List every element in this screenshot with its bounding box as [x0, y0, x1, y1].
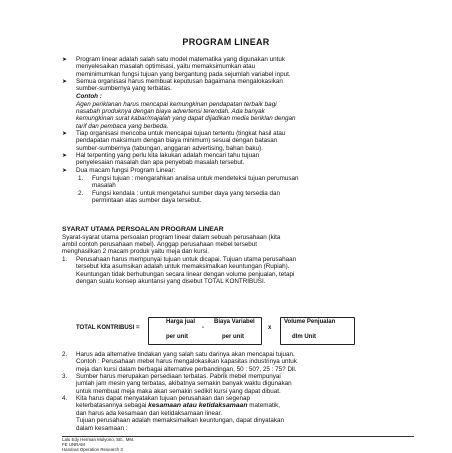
text-span: keterbatasannya sebagai	[76, 402, 149, 410]
text-line: tarif dan pembaca yang berbeda.	[76, 122, 169, 130]
text-line: tersebut kita asumsikan adalah untuk memaksimalkan keuntungan (Rupiah).	[76, 263, 290, 271]
formula-biaya-variabel: Biaya Variabel	[214, 319, 255, 325]
more-bullet-3: Dua macam fungsi Program Linear:	[76, 167, 176, 174]
function-item-2	[92, 190, 280, 205]
function-item-1	[92, 175, 299, 190]
text-line: Keuntungan tidak berhubungan secara linear dengan volume penjualan, tetapi	[76, 270, 295, 278]
text-line: Syarat-syarat utama persoalan program linear dalam sebuah perusahaan (kita	[62, 233, 281, 241]
requirement-1	[76, 256, 296, 286]
text-line: dan harus ada kesamaan dan ketidaksamaan linear.	[76, 409, 222, 417]
text-line: Hal terpenting yang perlu kita lakukan adalah mencari tahu tujuan	[76, 152, 260, 159]
text-line: Fungsi tujuan : mengarahkan analisa untuk mendeteksi tujuan perumusan	[92, 174, 299, 182]
section-intro	[62, 234, 280, 256]
text-line: Sumber harus merupakan persediaan terbatas. Pabrik mebel mempunyai	[76, 373, 281, 380]
emphasis-text: kesamaan atau ketidaksamaan	[148, 402, 248, 410]
bullet-arrow-icon: ➤	[62, 79, 68, 85]
text-line: untuk membuat meja maka akan semakin sedikit kursi yang dapat dibuat.	[76, 387, 281, 395]
text-line: Tujuan perusahaan adalah memaksimalkan keuntungan, dapat dinyatakan	[76, 417, 285, 425]
text-line: Semua organisasi harus membuat keputusan bagaimana mengalokasikan	[76, 78, 283, 85]
text-line: nasabah produknya dengan biaya advertensi terendah. Ada banyak	[76, 107, 265, 115]
list-number: 1.	[62, 256, 68, 263]
text-line: Perusahaan harus mempunyai tujuan untuk dicapai. Tujuan utama perusahaan	[76, 256, 297, 263]
requirement-3	[76, 373, 292, 395]
intro-bullet-2	[76, 78, 283, 93]
formula-label: TOTAL KONTRIBUSI =	[76, 325, 140, 331]
formula-volume-penjualan: Volume Penjualan	[284, 319, 336, 325]
bullet-arrow-icon: ➤	[62, 57, 68, 63]
text-line: jumlah jam mesin yang terbatas, akibatnya semakin banyak waktu digunakan	[76, 380, 292, 388]
formula-times: x	[268, 325, 272, 331]
text-line: dengan suatu konsep akuntansi yang disebut TOTAL KONTRIBUSI.	[76, 278, 266, 286]
text-line: Kita harus dapat menyatakan tujuan perusahaan dan segenap	[76, 395, 250, 402]
footer-handout: Handout Operation Research 3	[62, 447, 123, 453]
requirement-2	[76, 351, 297, 373]
text-line: meminimumkan fungsi tujuan yang bergantung pada sejumlah variabel input.	[76, 70, 291, 78]
formula-per-unit: per unit	[166, 334, 188, 340]
bullet-arrow-icon: ➤	[62, 153, 68, 159]
text-line: masalah	[92, 181, 116, 189]
footer-author: Lalu Edy Herman Mulyono, SE., MM.	[62, 437, 135, 442]
text-line: meja dan kursi dalam berbagai alternative perbandingan, 50 : 50?, 25 : 75? Dll.	[76, 365, 297, 373]
bullet-arrow-icon: ➤	[62, 168, 68, 174]
text-line: penyelesaian masalah dan apa penyebab masalah tersebut.	[76, 159, 245, 167]
text-line: dalam kesamaan :	[76, 424, 128, 432]
formula-minus: -	[202, 325, 204, 331]
bullet-arrow-icon: ➤	[62, 131, 68, 137]
text-line: Tiap organisasi mencoba untuk mencapai tujuan tertentu (tingkat hasil atau	[76, 130, 286, 137]
formula-per-unit: per unit	[222, 334, 244, 340]
list-number: 4.	[62, 395, 68, 402]
requirement-4	[76, 395, 284, 432]
formula-dlm-unit: dlm Unit	[292, 334, 316, 340]
more-bullet-1	[76, 130, 285, 152]
text-line: pendapatan maksimum dengan biaya minimum) sesuai dengan batasan	[76, 137, 278, 145]
more-bullet-2	[76, 152, 259, 167]
text-line	[76, 402, 284, 409]
footer-institution: FE UNRAM	[62, 442, 85, 448]
list-number: 1.	[78, 174, 84, 182]
text-line: menyelesaikan masalah optimisasi, yaitu memaksimumkan atau	[76, 63, 256, 71]
intro-bullet-1	[76, 56, 291, 78]
text-line: sumber-sumbernya (tabungan, anggaran advertising, bahan baku).	[76, 144, 263, 152]
text-span: matematik,	[247, 402, 281, 410]
section-heading: SYARAT UTAMA PERSOALAN PROGRAM LINEAR	[62, 226, 224, 233]
text-line: Contoh : Perusahaan mebel harus mengalokasikan kapasitas industrinya untuk	[76, 358, 297, 366]
text-line: ambil contoh perusahaan mebel). Anggap perusahaan mebel tersebut	[62, 240, 257, 248]
contoh-text	[76, 101, 295, 131]
text-line: menghasilkan 2 macam produk yaitu meja dan kursi.	[62, 248, 209, 256]
list-number: 2.	[62, 351, 68, 358]
list-number: 2.	[78, 189, 84, 197]
text-line: permintaan atas sumber daya tersebut.	[92, 196, 202, 204]
footer	[62, 437, 134, 453]
text-line: Agen periklanan harus mencapai kemungkinan pendapatan terbaik bagi	[76, 100, 277, 108]
text-line: Program linear adalah salah satu model matematika yang digunakan untuk	[76, 56, 285, 63]
text-line: Fungsi kendala : untuk mengetahui sumber daya yang tersedia dan	[92, 189, 280, 197]
formula-harga-jual: Harga jual	[166, 319, 196, 325]
list-number: 3.	[62, 373, 68, 380]
contoh-label: Contoh :	[76, 93, 102, 100]
text-line: sumber-sumbernya yang terbatas.	[76, 85, 172, 93]
page-title: PROGRAM LINEAR	[182, 37, 270, 47]
text-line: kemungkinan surat kabar/majalah yang dapat dijadikan media beriklan dengan	[76, 115, 296, 123]
text-line: Harus ada alternative tindakan yang salah satu darinya akan mencapai tujuan.	[76, 351, 295, 358]
